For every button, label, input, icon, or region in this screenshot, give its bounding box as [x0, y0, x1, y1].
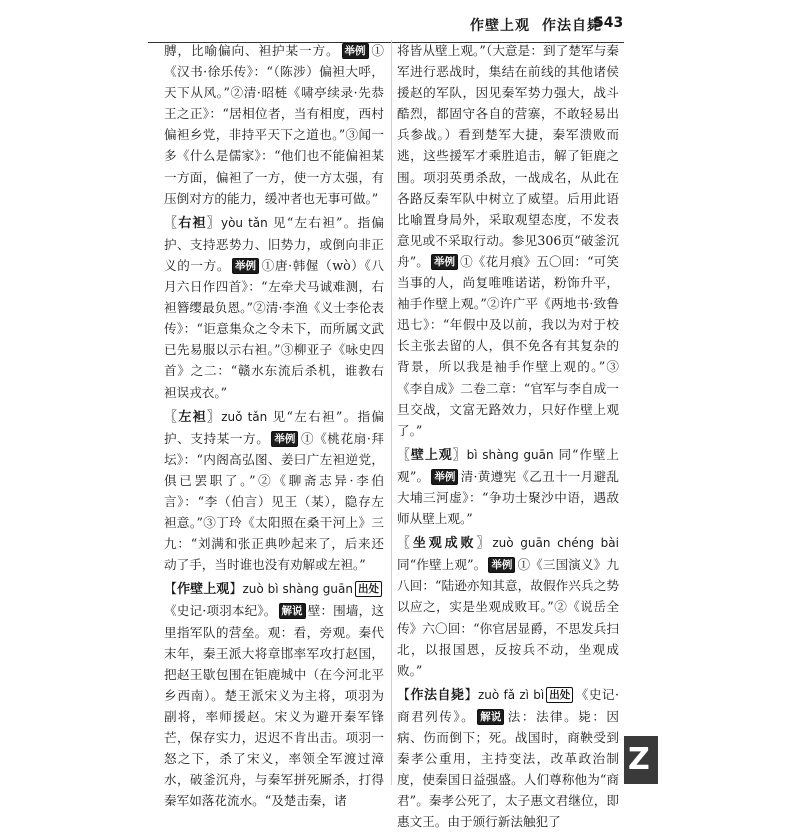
entry-headword: 〖坐观成败〗 [397, 536, 493, 552]
entry-headword: 〖左袒〗 [164, 409, 222, 425]
entry-headword: 【作壁上观】 [164, 582, 243, 598]
entry-you-tan: 〖右袒〗yòu tǎn 见“左右袒”。指偏护、支持恶势力、旧势力，或倒向非正义的一方。 举例 ①唐·韩偓（wò）《八月六日作四首》：“左牵犬马诚难测，右袒簪缨最负恩。”②清·李渔《义士李伦表传》：“讵意集众之令未下，而所属文武已先易服以示右袒。”③柳亚子《咏史四首》之二：“赣水东流后杀机，谁教右袒误戎衣。” [164, 214, 384, 400]
example-tag: 举例 [232, 258, 259, 274]
letter-index-tab [624, 736, 658, 784]
entry-pinyin: zuò bì shàng guān [242, 582, 353, 597]
entry-pinyin: yòu tǎn [220, 215, 268, 230]
guide-word-last: 作法自毙 [542, 18, 602, 34]
left-column [164, 40, 384, 811]
entry-zuo-fa-zi-bi: 【作法自毙】zuò fǎ zì bì 出处 《史记·商君列传》。 解说 法：法律。毙：因病、伤而倒下；死。战国时，商鞅受到秦孝公重用，主持变法，改革政治制度，使秦国日益强盛。人们尊称他为“商君”。秦孝公死了，太子惠文君继位，即惠文王。由于颁行新法触犯了 [397, 686, 620, 830]
entry-bi-shang-guan: 〖壁上观〗bì shàng guān 同“作壁上观”。 举例 清·黄遵宪《乙丑十一月避乱大埔三河虚》：“争功士聚沙中语，遇敌师从壁上观。” [397, 446, 619, 527]
entry-headword: 【作法自毙】 [397, 687, 478, 703]
explanation-tag: 解说 [279, 603, 306, 619]
example-tag: 举例 [342, 43, 369, 59]
letter-index-label: Z [628, 742, 650, 777]
column-divider [391, 40, 392, 785]
page-header [0, 6, 800, 40]
entry-pinyin: zuǒ tǎn [221, 409, 268, 424]
entry-continuation: 膊，比喻偏向、袒护某一方。 举例 ①《汉书·徐乐传》：“（陈涉）偏袒大呼，天下从风。”②清·昭梿《啸亭续录·先恭王之正》：“居相位者，当有相度，西村偏袒乡党，非持平天下之道也。”③闻一多《什么是儒家》：“他们也不能偏袒某一方面，偏袒了一方，使一方太强，有压倒对方的能力，缓冲者也无事可做。” [164, 43, 384, 206]
explanation-tag: 解说 [477, 709, 504, 725]
entry-pinyin: zuò fǎ zì bì [477, 687, 545, 702]
guide-word-first: 作壁上观 [470, 18, 530, 34]
right-column [397, 40, 619, 832]
entry-zuo-guan-cheng-bai: 〖坐观成败〗zuò guān chéng bài 同“作壁上观”。 举例 ①《三国演义》九八回：“陆逊亦知其意，故假作兴兵之势以应之，实是坐观成败耳。”②《说岳全传》六〇回：“你官居显爵，不思发兵扫北，以报国恩，反按兵不动，坐观成败。” [397, 536, 619, 678]
entry-zuo-tan: 〖左袒〗zuǒ tǎn 见“左右袒”。指偏护、支持某一方。 举例 ①《桃花扇·拜坛》：“内阁高弘图、姜曰广左袒逆党，俱已罢职了。”②《聊斋志异·李伯言》：“李（伯言）见王（某），隐存左袒意。”③丁玲《太阳照在桑干河上》三九：“刘满和张正典吵起来了，后来还动了手，当时谁也没有劝解或左袒。” [164, 408, 384, 573]
entry-pinyin: bì shàng guān [466, 447, 554, 462]
guide-words [470, 15, 602, 35]
source-tag: 出处 [546, 687, 573, 703]
entry-headword: 〖壁上观〗 [397, 447, 467, 463]
example-tag: 举例 [431, 469, 458, 485]
entry-continuation: 将皆从壁上观。”（大意是：到了楚军与秦军进行恶战时，集结在前线的其他诸侯援赵的军队，因见秦军势力强大，战斗酷烈，都固守各自的营寨，不敢轻易出兵参战。）看到楚军大捷，秦军溃败而逃，这些援军才乘胜追击，解了钜鹿之围。项羽英勇杀敌，一战成名，从此在各路反秦军队中树立了威望。后用此语比喻置身局外，采取观望态度，不发表意见或不采取行动。参见306页“破釜沉舟”。 举例 ①《花月痕》五〇回：“可笑当事的人，尚复唯唯诺诺，粉饰升平，袖手作壁上观。”②许广平《两地书·致鲁迅七》：“年假中及以前，我以为对于校长主张去留的人，俱不免各有其复杂的背景，所以我是袖手作壁上观的。”③《李自成》二卷二章：“官军与李自成一旦交战，文富无路效力，只好作壁上观了。” [397, 43, 619, 438]
example-tag: 举例 [431, 254, 458, 270]
entry-zuo-bi-shang-guan: 【作壁上观】zuò bì shàng guān 出处《史记·项羽本纪》。 解说 壁：围墙，这里指军队的营垒。观：看，旁观。秦代末年，秦王派大将章邯率军攻打赵国，把赵王歇包围在钜鹿城中（在今河北平乡西南）。楚王派宋义为主将，项羽为副将，率师援赵。宋义为避开秦军锋芒，保存实力，迟迟不肯出击。项羽一怒之下，杀了宋义，率领全军渡过漳水，破釜沉舟，与秦军拼死厮杀，打得秦军如落花流水。“及楚击秦，诸 [164, 582, 384, 809]
example-tag: 举例 [271, 431, 298, 447]
entry-headword: 〖右袒〗 [164, 215, 221, 231]
source-tag: 出处 [355, 581, 382, 597]
page-number: 543 [594, 15, 624, 31]
example-tag: 举例 [488, 557, 515, 573]
entry-pinyin: zuò guān chéng bài [492, 536, 619, 551]
